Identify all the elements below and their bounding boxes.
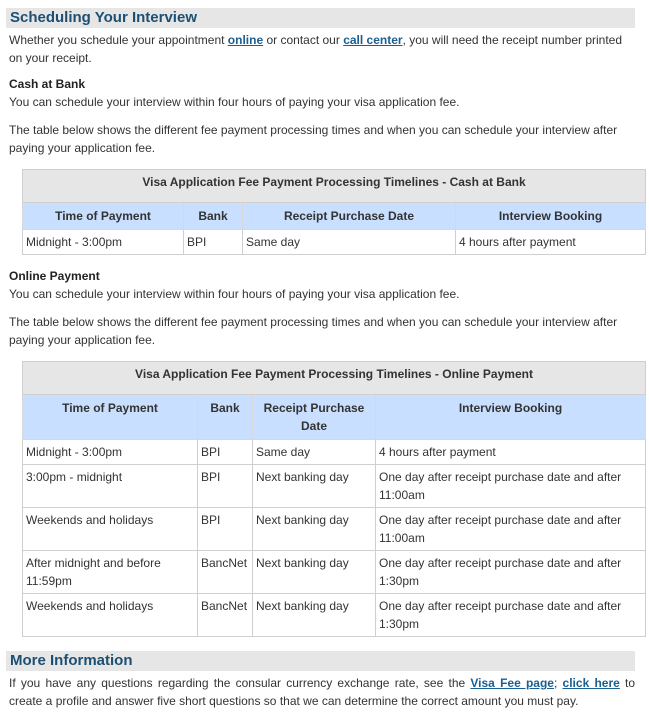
col-bank: Bank bbox=[198, 395, 253, 440]
cash-section bbox=[0, 75, 649, 157]
more-info-text bbox=[9, 674, 635, 710]
col-receipt-purchase-date: Receipt Purchase Date bbox=[253, 395, 376, 440]
cell: BPI bbox=[184, 230, 243, 255]
cell: Midnight - 3:00pm bbox=[23, 230, 184, 255]
table-row bbox=[23, 551, 646, 594]
cell: BPI bbox=[198, 508, 253, 551]
cell: Weekends and holidays bbox=[23, 594, 198, 637]
cell: 4 hours after payment bbox=[376, 440, 646, 465]
cell: One day after receipt purchase date and after 11:00am bbox=[376, 508, 646, 551]
cell: BPI bbox=[198, 465, 253, 508]
online-table-caption: Visa Application Fee Payment Processing Timelines - Online Payment bbox=[23, 362, 646, 395]
more-info-section bbox=[0, 674, 649, 710]
cell: One day after receipt purchase date and after 1:30pm bbox=[376, 594, 646, 637]
click-here-link[interactable]: click here bbox=[562, 676, 620, 690]
col-interview-booking: Interview Booking bbox=[376, 395, 646, 440]
cell: Next banking day bbox=[253, 551, 376, 594]
table-row bbox=[23, 594, 646, 637]
more-info-pre: If you have any questions regarding the consular currency exchange rate, see the bbox=[9, 676, 471, 690]
table-row bbox=[23, 465, 646, 508]
col-receipt-purchase-date: Receipt Purchase Date bbox=[243, 203, 456, 230]
online-heading: Online Payment bbox=[9, 269, 100, 283]
cell: Next banking day bbox=[253, 508, 376, 551]
scheduling-intro bbox=[0, 31, 649, 67]
cell: After midnight and before 11:59pm bbox=[23, 551, 198, 594]
cell: BPI bbox=[198, 440, 253, 465]
cell: 4 hours after payment bbox=[456, 230, 646, 255]
table-row bbox=[23, 508, 646, 551]
cell: One day after receipt purchase date and after 11:00am bbox=[376, 465, 646, 508]
cell: BancNet bbox=[198, 594, 253, 637]
scheduling-intro-text bbox=[9, 31, 635, 67]
cash-table-caption: Visa Application Fee Payment Processing Timelines - Cash at Bank bbox=[23, 170, 646, 203]
col-time-of-payment: Time of Payment bbox=[23, 395, 198, 440]
online-link[interactable]: online bbox=[227, 33, 264, 47]
col-interview-booking: Interview Booking bbox=[456, 203, 646, 230]
table-row bbox=[23, 230, 646, 255]
cell: Same day bbox=[253, 440, 376, 465]
more-info-mid: ; bbox=[553, 676, 563, 690]
col-bank: Bank bbox=[184, 203, 243, 230]
online-section bbox=[0, 267, 649, 349]
cash-table-header-row bbox=[23, 203, 646, 230]
table-row bbox=[23, 440, 646, 465]
cell: Weekends and holidays bbox=[23, 508, 198, 551]
more-info-title: More Information bbox=[6, 651, 635, 671]
intro-post: , you will need the receipt number printed on your receipt. bbox=[9, 33, 623, 65]
cell: Next banking day bbox=[253, 594, 376, 637]
more-info-post: to create a profile and answer five short questions so that we can determine the correct amount you must pay. bbox=[9, 676, 636, 708]
cell: One day after receipt purchase date and after 1:30pm bbox=[376, 551, 646, 594]
cell: 3:00pm - midnight bbox=[23, 465, 198, 508]
cell: Same day bbox=[243, 230, 456, 255]
cash-heading: Cash at Bank bbox=[9, 77, 86, 91]
intro-pre: Whether you schedule your appointment bbox=[9, 33, 228, 47]
cash-table bbox=[22, 169, 646, 255]
call-center-link[interactable]: call center bbox=[343, 33, 403, 47]
visa-fee-page-link[interactable]: Visa Fee page bbox=[470, 676, 554, 690]
page bbox=[0, 8, 649, 724]
cash-text: You can schedule your interview within four hours of paying your visa application fee. bbox=[9, 95, 460, 109]
online-table-intro: The table below shows the different fee payment processing times and when you can schedule your interview after paying your application fee. bbox=[9, 315, 618, 347]
online-table-header-row bbox=[23, 395, 646, 440]
cell: Midnight - 3:00pm bbox=[23, 440, 198, 465]
col-time-of-payment: Time of Payment bbox=[23, 203, 184, 230]
online-table bbox=[22, 361, 646, 637]
cash-table-intro: The table below shows the different fee payment processing times and when you can schedule your interview after paying your application fee. bbox=[9, 123, 618, 155]
cell: BancNet bbox=[198, 551, 253, 594]
cell: Next banking day bbox=[253, 465, 376, 508]
online-text: You can schedule your interview within four hours of paying your visa application fee. bbox=[9, 287, 460, 301]
intro-mid: or contact our bbox=[263, 33, 344, 47]
scheduling-title: Scheduling Your Interview bbox=[6, 8, 635, 28]
